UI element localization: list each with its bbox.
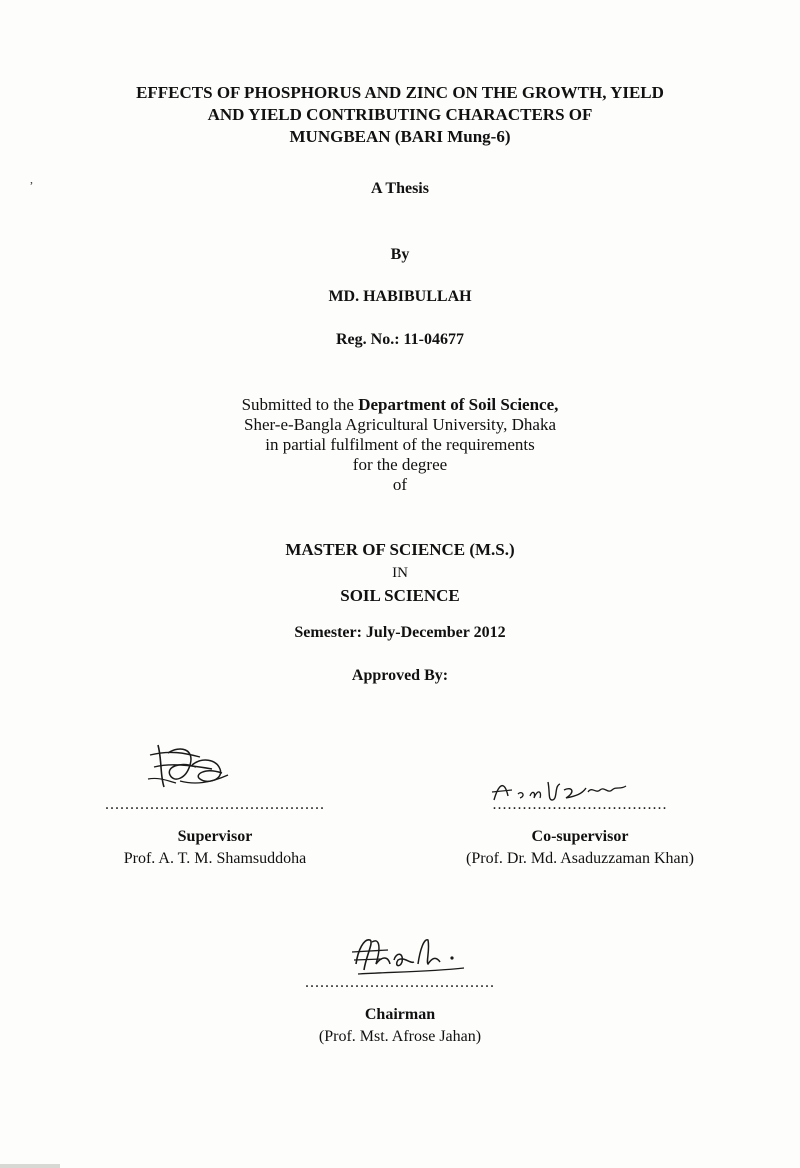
scan-mark: ,: [30, 172, 33, 186]
approved-by-label: Approved By:: [351, 667, 449, 684]
supervisor-block: [60, 798, 370, 870]
cosupervisor-name: (Prof. Dr. Md. Asaduzzaman Khan): [466, 850, 694, 867]
title-line-3: MUNGBEAN (BARI Mung-6): [289, 127, 511, 146]
title-line-2: AND YIELD CONTRIBUTING CHARACTERS OF: [207, 105, 593, 124]
author-name: MD. HABIBULLAH: [328, 288, 472, 305]
cosupervisor-signature-line: ...................................: [492, 796, 668, 813]
cosupervisor-block: [440, 798, 720, 870]
supervisor-name: Prof. A. T. M. Shamsuddoha: [123, 850, 307, 867]
department-name: Department of Soil Science,: [358, 395, 559, 414]
supervisor-role: Supervisor: [177, 828, 253, 845]
of-line: of: [392, 475, 408, 494]
degree-name: MASTER OF SCIENCE (M.S.): [285, 540, 515, 559]
chairman-block: [250, 976, 550, 1048]
chairman-signature-line: ......................................: [305, 974, 495, 991]
thesis-title: [0, 82, 800, 148]
degree-subject: SOIL SCIENCE: [340, 586, 460, 605]
title-line-1: EFFECTS OF PHOSPHORUS AND ZINC ON THE GROWTH, YIELD: [136, 83, 664, 102]
supervisor-signature-graphic: [140, 735, 240, 795]
chairman-name: (Prof. Mst. Afrose Jahan): [318, 1028, 482, 1045]
partial-fulfilment: in partial fulfilment of the requirements: [265, 435, 535, 454]
university-name: Sher-e-Bangla Agricultural University, Dhaka: [243, 415, 557, 434]
submission-line-1: [0, 395, 800, 415]
chairman-signature-graphic: [348, 930, 478, 980]
cosupervisor-role: Co-supervisor: [531, 828, 629, 845]
supervisor-signature-line: ............................................: [105, 796, 325, 813]
supervisor-signature: [140, 735, 240, 795]
degree-block: [0, 537, 800, 609]
scan-edge-mark: [0, 1164, 60, 1168]
chairman-role: Chairman: [364, 1006, 436, 1023]
submission-prefix: Submitted to the: [241, 395, 359, 414]
submission-statement: [0, 395, 800, 495]
degree-line: for the degree: [352, 455, 448, 474]
by-label: By: [390, 246, 410, 263]
registration-number: Reg. No.: 11-04677: [336, 331, 464, 348]
thesis-label: A Thesis: [371, 180, 429, 197]
semester: Semester: July-December 2012: [294, 624, 506, 641]
degree-in: IN: [392, 565, 408, 581]
chairman-signature: [348, 930, 478, 980]
